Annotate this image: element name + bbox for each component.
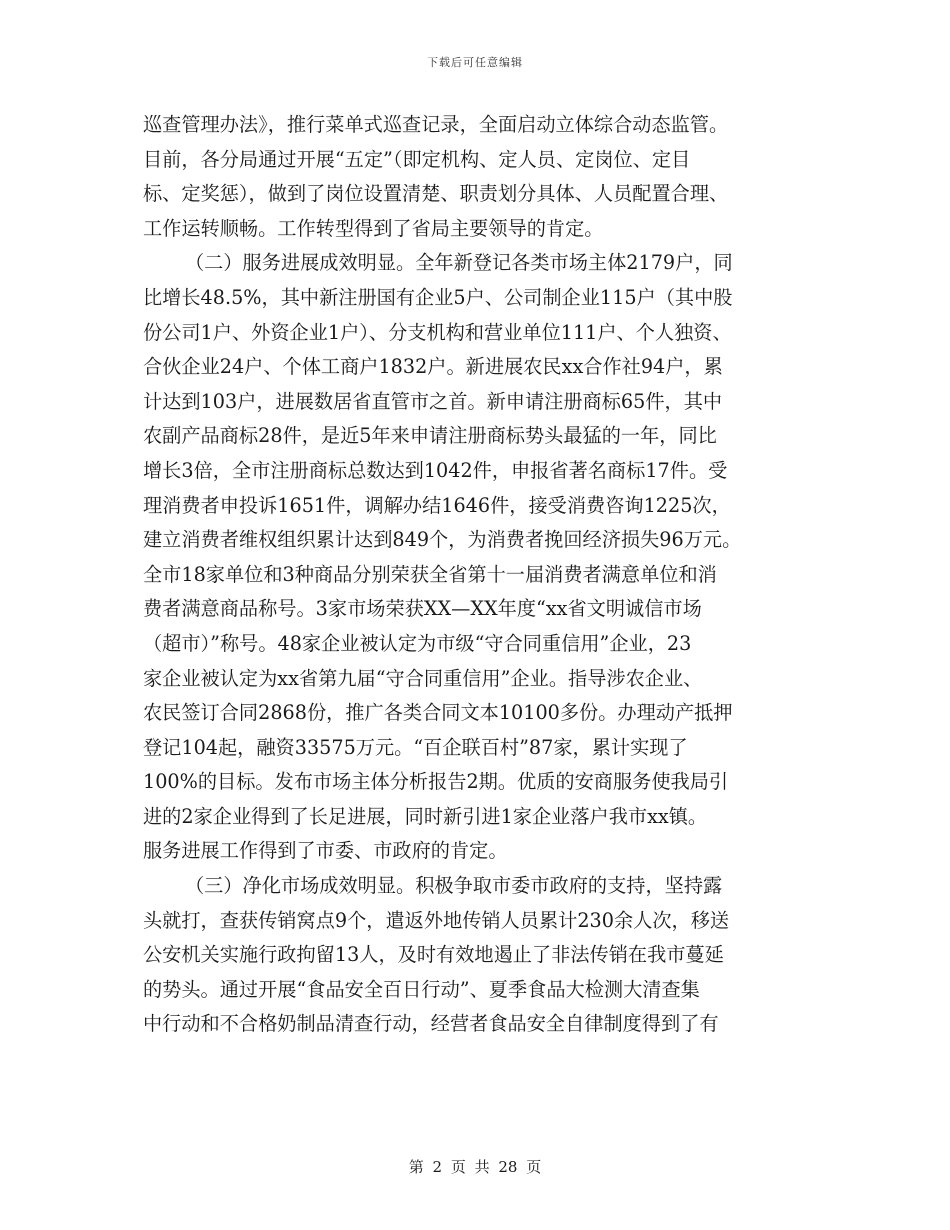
- page-number-footer: 第 2 页 共 28 页: [408, 1158, 542, 1176]
- text-line: 比增长48.5%，其中新注册国有企业5户、公司制企业115户（其中股: [143, 285, 733, 309]
- text-line: 计达到103户，进展数居省直管市之首。新申请注册商标65件，其中: [143, 389, 723, 413]
- text-line: 建立消费者维权组织累计达到849个，为消费者挽回经济损失96万元。: [143, 528, 742, 552]
- text-line: 的势头。通过开展“食品安全百日行动”、夏季食品大检测大清查集: [143, 977, 700, 1001]
- text-line: 标、定奖惩），做到了岗位设置清楚、职责划分具体、人员配置合理、: [143, 182, 729, 206]
- text-line: 进的2家企业得到了长足进展，同时新引进1家企业落户我市xx镇。: [143, 804, 708, 828]
- document-body: [143, 108, 815, 1042]
- paragraph-start-line: （二）服务进展成效明显。全年新登记各类市场主体2179户，同: [185, 251, 733, 275]
- text-line: 目前，各分局通过开展“五定”（即定机构、定人员、定岗位、定目: [143, 147, 691, 171]
- header-note: 下载后可任意编辑: [427, 56, 523, 69]
- text-line: 份公司1户、外资企业1户）、分支机构和营业单位111户、个人独资、: [143, 320, 732, 344]
- text-line: 服务进展工作得到了市委、市政府的肯定。: [143, 839, 508, 863]
- text-line: 合伙企业24户、个体工商户1832户。新进展农民xx合作社94户，累: [143, 355, 723, 379]
- text-line: 100%的目标。发布市场主体分析报告2期。优质的安商服务使我局引: [143, 770, 729, 794]
- text-line: 公安机关实施行政拘留13人，及时有效地遏止了非法传销在我市蔓延: [143, 943, 724, 967]
- text-line: 头就打，查获传销窝点9个，遣返外地传销人员累计230余人次，移送: [143, 908, 730, 932]
- text-line: 增长3倍，全市注册商标总数达到1042件，申报省著名商标17件。受: [143, 458, 728, 482]
- text-line: 登记104起，融资33575万元。“百企联百村”87家，累计实现了: [143, 735, 688, 759]
- text-line: 费者满意商品称号。3家市场荣获XX—XX年度“xx省文明诚信市场: [143, 597, 702, 621]
- text-line: 巡查管理办法》，推行菜单式巡查记录，全面启动立体综合动态监管。: [143, 113, 729, 136]
- text-line: 家企业被认定为xx省第九届“守合同重信用”企业。指导涉农企业、: [143, 666, 703, 690]
- text-line: 理消费者申投诉1651件，调解办结1646件，接受消费咨询1225次，: [143, 493, 731, 517]
- text-line: 农民签订合同2868份，推广各类合同文本10100多份。办理动产抵押: [143, 701, 733, 725]
- text-line: 工作运转顺畅。工作转型得到了省局主要领导的肯定。: [143, 216, 604, 240]
- text-line: （超市）”称号。48家企业被认定为市级“守合同重信用”企业，23: [143, 631, 692, 655]
- text-line: 农副产品商标28件，是近5年来申请注册商标势头最猛的一年，同比: [143, 424, 717, 448]
- text-line: 中行动和不合格奶制品清查行动，经营者食品安全自律制度得到了有: [143, 1012, 719, 1036]
- paragraph-start-line: （三）净化市场成效明显。积极争取市委市政府的支持，坚持露: [185, 874, 723, 898]
- text-line: 全市18家单位和3种商品分别荣获全省第十一届消费者满意单位和消: [143, 562, 717, 586]
